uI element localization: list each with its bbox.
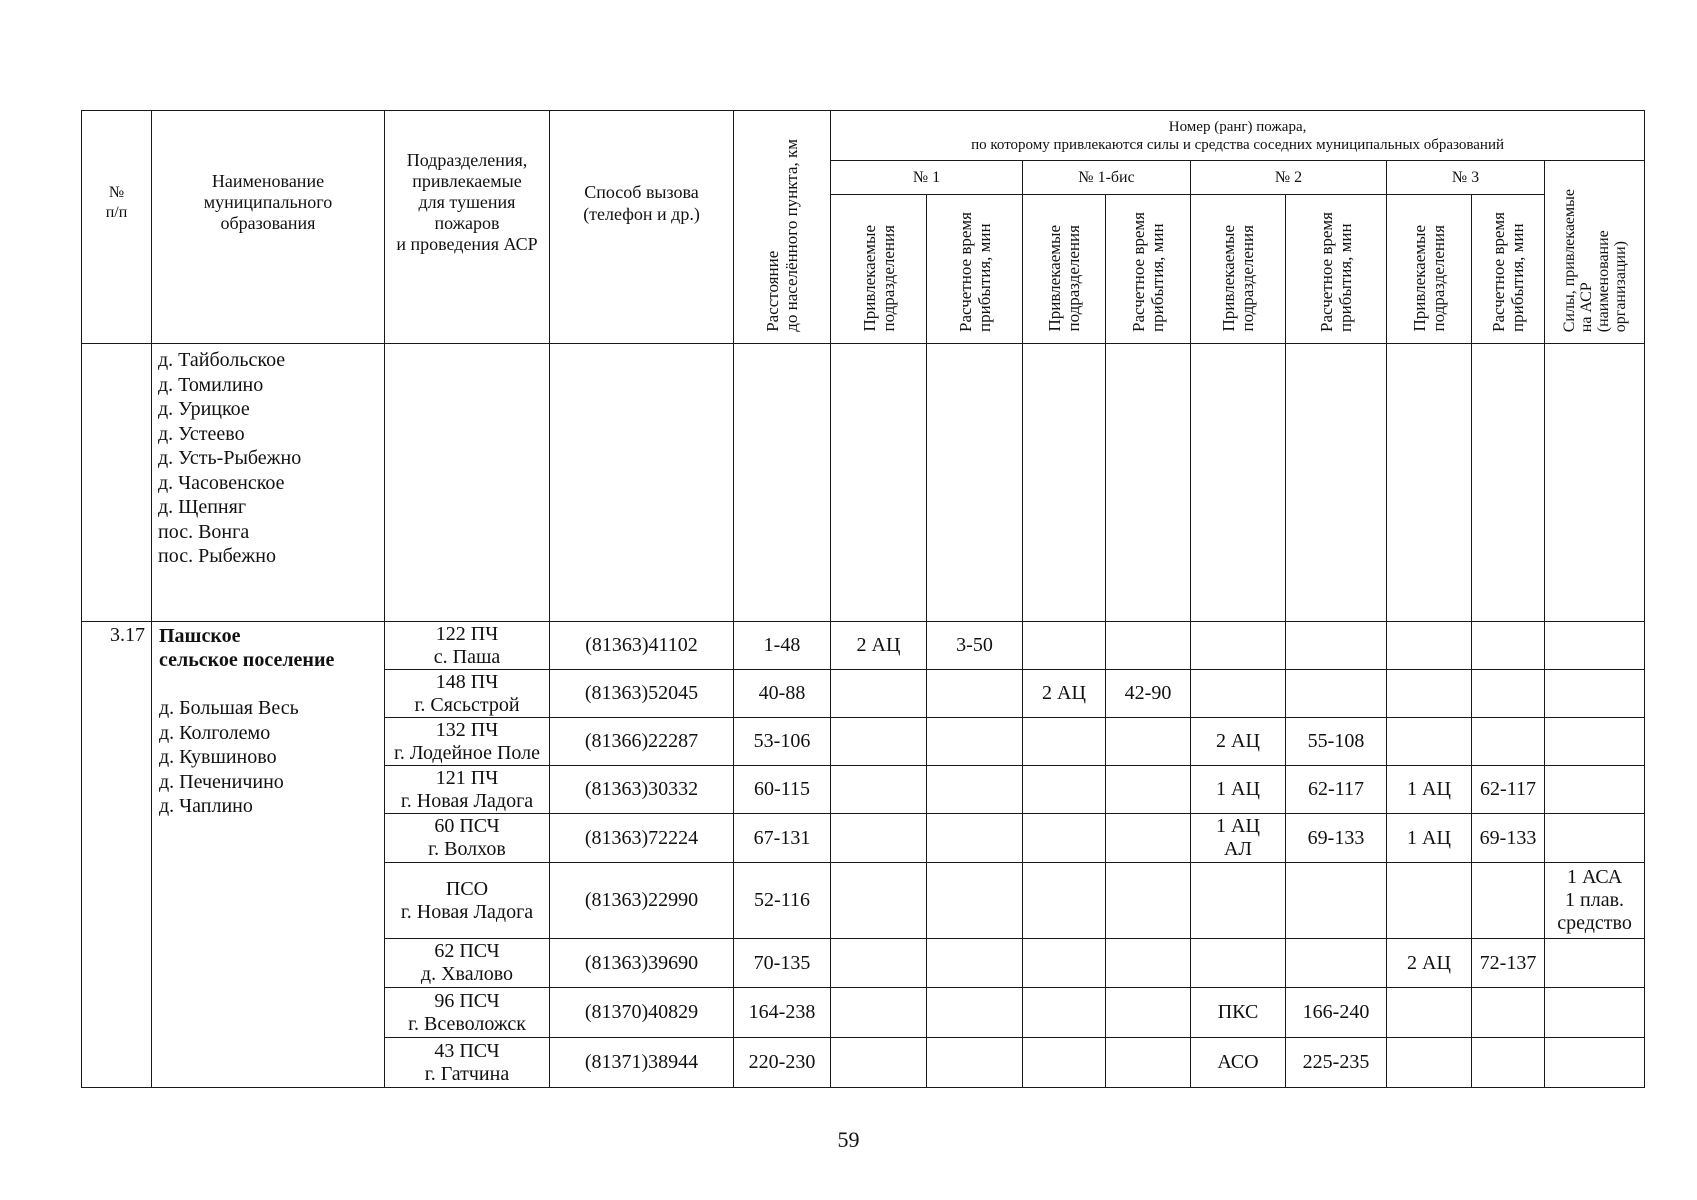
empty-cell [1023, 344, 1106, 622]
r1-time-cell [927, 1038, 1023, 1088]
r3-time-cell [1472, 718, 1545, 766]
r3-units-cell [1387, 670, 1472, 718]
phone-cell: (81363)39690 [550, 939, 734, 988]
header-r1b-time-text: Расчетное время прибытия, мин [1129, 212, 1167, 332]
r2-unit-line: 2 АЦ [1216, 730, 1260, 752]
header-number [82, 111, 152, 344]
unit-cell [385, 1038, 550, 1088]
r1-time-cell [927, 670, 1023, 718]
header-r1b-units [1023, 195, 1106, 344]
empty-cell [734, 344, 831, 622]
r1-units-cell [831, 766, 927, 814]
unit-name: 60 ПСЧ [434, 815, 500, 837]
r1b-time-cell [1106, 1038, 1191, 1088]
settlement-name-line2: сельское поселение [159, 649, 335, 671]
village-item: д. Устеево [158, 422, 245, 445]
header-distance-text: Расстояние до населённого пункта, км [763, 139, 801, 332]
continuation-number-cell [82, 344, 152, 622]
r2-time-cell [1286, 670, 1387, 718]
r1b-time-cell [1106, 814, 1191, 863]
r1b-units-cell [1023, 939, 1106, 988]
r1-time-cell: 3-50 [927, 622, 1023, 670]
r3-units-cell: 2 АЦ [1387, 939, 1472, 988]
r3-units-cell [1387, 1038, 1472, 1088]
r2-unit-line: АЛ [1223, 838, 1252, 860]
unit-cell [385, 988, 550, 1038]
r1b-units-cell [1023, 718, 1106, 766]
header-municipality-text: Наименование муниципального образования [203, 171, 333, 233]
r2-units-cell [1191, 670, 1286, 718]
unit-name: 122 ПЧ [435, 622, 499, 645]
unit-cell [385, 670, 550, 718]
r1-units-cell [831, 814, 927, 863]
r1b-units-cell [1023, 1038, 1106, 1088]
village-item: д. Печеничино [159, 770, 284, 793]
header-municipality [152, 111, 385, 344]
fire-forces-table [81, 110, 1645, 1088]
asr-line: 1 плав. [1565, 889, 1625, 911]
asr-cell [1545, 718, 1645, 766]
r1-time-cell [927, 863, 1023, 939]
distance-cell: 53-106 [734, 718, 831, 766]
empty-cell [1106, 344, 1191, 622]
settlement-name-line1: Пашское [159, 625, 241, 647]
r1b-units-cell: 2 АЦ [1023, 670, 1106, 718]
village-item: д. Щепняг [158, 496, 247, 518]
unit-name: 43 ПСЧ [434, 1039, 500, 1062]
table-row [82, 622, 1645, 670]
village-item: д. Часовенское [158, 471, 285, 494]
r3-time-cell [1472, 622, 1545, 670]
header-asr-forces-text: Силы, привлекаемые на АСР (наименование организации) [1560, 188, 1629, 332]
village-item: д. Урицкое [158, 398, 250, 420]
header-r1-units-text: Привлекаемые подразделения [859, 225, 898, 332]
header-r1b-units-text: Привлекаемые подразделения [1045, 225, 1083, 332]
r2-time-cell: 69-133 [1286, 814, 1387, 863]
r1-time-cell [927, 718, 1023, 766]
r1-units-cell: 2 АЦ [831, 622, 927, 670]
r2-unit-line: 1 АЦ [1216, 815, 1260, 837]
r3-time-cell: 62-117 [1472, 766, 1545, 814]
phone-cell: (81363)72224 [550, 814, 734, 863]
r1-units-cell [831, 670, 927, 718]
header-rank-group [831, 111, 1645, 161]
spacer [159, 672, 378, 696]
distance-cell: 70-135 [734, 939, 831, 988]
r1b-time-cell [1106, 939, 1191, 988]
header-r1-time [927, 195, 1023, 344]
phone-cell: (81366)22287 [550, 718, 734, 766]
unit-cell [385, 622, 550, 670]
unit-location: д. Хвалово [420, 963, 514, 985]
header-units [385, 111, 550, 344]
village-item: д. Томилино [158, 373, 264, 396]
asr-cell [1545, 863, 1645, 939]
asr-cell [1545, 988, 1645, 1038]
r3-units-cell [1387, 718, 1472, 766]
r1b-time-cell [1106, 863, 1191, 939]
header-r3-units-text: Привлекаемые подразделения [1410, 225, 1448, 332]
unit-location: г. Волхов [428, 838, 506, 860]
r2-time-cell [1286, 939, 1387, 988]
village-item: д. Усть-Рыбежно [158, 447, 302, 469]
unit-cell [385, 718, 550, 766]
r3-units-cell [1387, 622, 1472, 670]
r2-time-cell: 166-240 [1286, 988, 1387, 1038]
asr-line: средство [1557, 912, 1632, 934]
empty-cell [1191, 344, 1286, 622]
r1b-time-cell [1106, 622, 1191, 670]
village-item: д. Большая Весь [159, 697, 299, 719]
phone-cell: (81363)52045 [550, 670, 734, 718]
phone-cell: (81370)40829 [550, 988, 734, 1038]
continuation-villages-cell [152, 344, 385, 622]
r1-units-cell [831, 718, 927, 766]
asr-cell [1545, 939, 1645, 988]
unit-cell [385, 863, 550, 939]
unit-location: г. Гатчина [424, 1062, 510, 1085]
distance-cell: 67-131 [734, 814, 831, 863]
header-rank-3 [1387, 161, 1545, 195]
r1-time-cell [927, 988, 1023, 1038]
r3-time-cell [1472, 670, 1545, 718]
distance-cell: 220-230 [734, 1038, 831, 1088]
phone-cell: (81363)30332 [550, 766, 734, 814]
r2-units-cell [1191, 1038, 1286, 1088]
header-r2-time-text: Расчетное время прибытия, мин [1317, 212, 1355, 332]
phone-cell: (81371)38944 [550, 1038, 734, 1088]
village-item: д. Чаплино [159, 795, 253, 817]
header-r1b-time [1106, 195, 1191, 344]
unit-name: 148 ПЧ [435, 670, 499, 693]
r3-time-cell [1472, 1038, 1545, 1088]
empty-cell [1472, 344, 1545, 622]
r1-time-cell [927, 766, 1023, 814]
empty-cell [1545, 344, 1645, 622]
r1b-time-cell: 42-90 [1106, 670, 1191, 718]
village-item: д. Тайбольское [158, 349, 286, 371]
village-item: пос. Рыбежно [158, 545, 276, 567]
header-rank-1 [831, 161, 1023, 195]
unit-cell [385, 814, 550, 863]
village-item: д. Кувшиново [159, 746, 277, 768]
header-rank-1bis [1023, 161, 1191, 195]
r1b-time-cell [1106, 988, 1191, 1038]
unit-cell [385, 766, 550, 814]
header-distance [734, 111, 831, 344]
unit-name: 121 ПЧ [435, 766, 499, 789]
r3-units-cell: 1 АЦ [1387, 766, 1472, 814]
r1b-units-cell [1023, 766, 1106, 814]
r1b-time-cell [1106, 718, 1191, 766]
phone-cell: (81363)41102 [550, 622, 734, 670]
header-r1-time-text: Расчетное время прибытия, мин [955, 212, 994, 332]
unit-location: с. Паша [433, 645, 501, 668]
header-r2-units [1191, 195, 1286, 344]
asr-cell [1545, 670, 1645, 718]
r3-time-cell [1472, 863, 1545, 939]
r3-units-cell [1387, 988, 1472, 1038]
r1b-time-cell [1106, 766, 1191, 814]
asr-line: 1 АСА [1566, 866, 1623, 888]
r1-units-cell [831, 1038, 927, 1088]
r2-time-cell: 62-117 [1286, 766, 1387, 814]
unit-name: 96 ПСЧ [434, 989, 500, 1012]
village-item: пос. Вонга [158, 520, 250, 543]
r1-units-cell [831, 863, 927, 939]
header-asr-forces [1545, 161, 1645, 344]
header-r2-time [1286, 195, 1387, 344]
header-r1-units [831, 195, 927, 344]
r1-time-cell [927, 939, 1023, 988]
r2-time-cell [1286, 622, 1387, 670]
header-call-method [550, 111, 734, 344]
r1b-units-cell [1023, 622, 1106, 670]
header-r3-time [1472, 195, 1545, 344]
empty-cell [831, 344, 927, 622]
distance-cell: 52-116 [734, 863, 831, 939]
section-name-cell [152, 622, 385, 1088]
unit-location: г. Новая Ладога [400, 900, 534, 923]
r3-time-cell: 72-137 [1472, 939, 1545, 988]
header-call-method-text: Способ вызова (телефон и др.) [583, 181, 700, 224]
r2-units-cell [1191, 939, 1286, 988]
r2-units-cell [1191, 622, 1286, 670]
r2-units-cell [1191, 766, 1286, 814]
r3-units-cell [1387, 863, 1472, 939]
r3-time-cell [1472, 988, 1545, 1038]
r2-units-cell [1191, 814, 1286, 863]
r2-time-cell: 225-235 [1286, 1038, 1387, 1088]
page-number: 59 [837, 1127, 860, 1152]
header-r3-time-text: Расчетное время прибытия, мин [1489, 212, 1527, 332]
header-units-text: Подразделения, привлекаемые для тушения пожаров и проведения АСР [396, 150, 538, 254]
r2-time-cell: 55-108 [1286, 718, 1387, 766]
r2-unit-line: ПКС [1217, 1001, 1259, 1023]
unit-location: г. Лодейное Поле [393, 741, 541, 764]
distance-cell: 1-48 [734, 622, 831, 670]
r2-units-cell [1191, 988, 1286, 1038]
empty-cell [550, 344, 734, 622]
header-rank-3-text: № 3 [1451, 168, 1480, 186]
empty-cell [927, 344, 1023, 622]
empty-cell [1286, 344, 1387, 622]
distance-cell: 60-115 [734, 766, 831, 814]
header-r3-units [1387, 195, 1472, 344]
asr-cell [1545, 1038, 1645, 1088]
r1-units-cell [831, 988, 927, 1038]
r1-time-cell [927, 814, 1023, 863]
r1b-units-cell [1023, 863, 1106, 939]
empty-cell [385, 344, 550, 622]
header-rank-1-text: № 1 [912, 168, 941, 186]
unit-name: ПСО [445, 877, 489, 900]
unit-name: 132 ПЧ [435, 718, 499, 741]
header-rank-group-text: Номер (ранг) пожара, по которому привлекаются силы и средства соседних муниципальных образований [971, 118, 1505, 153]
r1-units-cell [831, 939, 927, 988]
header-r2-units-text: Привлекаемые подразделения [1219, 225, 1257, 332]
r1b-units-cell [1023, 814, 1106, 863]
asr-cell [1545, 814, 1645, 863]
r1b-units-cell [1023, 988, 1106, 1038]
r2-units-cell [1191, 718, 1286, 766]
section-number: 3.17 [82, 622, 152, 1088]
asr-cell [1545, 766, 1645, 814]
header-rank-2 [1191, 161, 1387, 195]
continuation-row [82, 344, 1645, 622]
distance-cell: 164-238 [734, 988, 831, 1038]
r2-unit-line: АСО [1217, 1051, 1259, 1073]
unit-location: г. Всеволожск [408, 1012, 526, 1035]
unit-name: 62 ПСЧ [434, 940, 500, 962]
r2-time-cell [1286, 863, 1387, 939]
unit-location: г. Новая Ладога [400, 789, 534, 812]
unit-cell [385, 939, 550, 988]
asr-cell [1545, 622, 1645, 670]
unit-location: г. Сясьстрой [414, 693, 520, 716]
r3-time-cell: 69-133 [1472, 814, 1545, 863]
header-number-text: № п/п [105, 184, 128, 221]
empty-cell [1387, 344, 1472, 622]
r2-units-cell [1191, 863, 1286, 939]
r3-units-cell: 1 АЦ [1387, 814, 1472, 863]
distance-cell: 40-88 [734, 670, 831, 718]
header-rank-1bis-text: № 1-бис [1078, 168, 1135, 186]
r2-unit-line: 1 АЦ [1216, 778, 1260, 800]
phone-cell: (81363)22990 [550, 863, 734, 939]
village-item: д. Колголемо [159, 721, 271, 744]
header-rank-2-text: № 2 [1274, 168, 1303, 186]
